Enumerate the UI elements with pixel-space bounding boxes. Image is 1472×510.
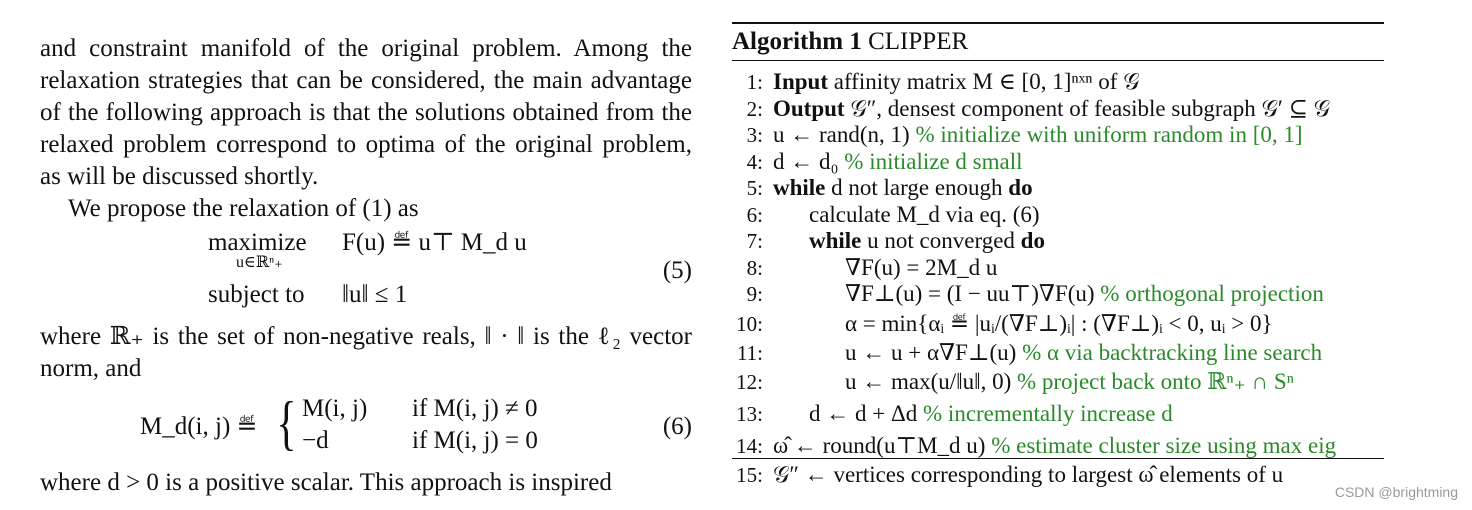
algorithm-line-body — [809, 202, 1040, 227]
algorithm-line-number: 11: — [736, 340, 763, 365]
algorithm-title — [732, 25, 1384, 59]
eq6-number: (6) — [662, 413, 692, 440]
algorithm-line-number: 10: — [736, 311, 763, 336]
algorithm-line — [732, 69, 1384, 96]
algorithm-keyword: while — [773, 175, 826, 200]
eq6-case-1-value: M(i, j) — [302, 395, 368, 422]
eq6-case-2-condition: if M(i, j) = 0 — [412, 427, 538, 454]
algorithm-statement: u ← u + α∇F⊥(u) — [845, 339, 1023, 365]
algorithm-line-number: 2: — [746, 96, 763, 121]
algorithm-line-number: 3: — [746, 123, 763, 147]
algorithm-line-body — [773, 175, 1033, 200]
algorithm-keyword: Output — [773, 95, 845, 121]
algorithm-line — [732, 175, 1384, 202]
algorithm-comment: % estimate cluster size using max eig — [991, 433, 1337, 458]
algorithm-keyword: Input — [773, 69, 828, 94]
paper-left-column — [40, 33, 692, 499]
algorithm-line-number: 4: — [746, 149, 763, 174]
algorithm-bottom-rule — [732, 458, 1384, 459]
paragraph-positive-scalar: where d > 0 is a positive scalar. This approach is inspired — [40, 469, 612, 496]
algorithm-line — [732, 398, 1384, 430]
algorithm-statement: ω̂ ← round(u⊤M_d u) — [773, 433, 992, 458]
algorithm-lines — [732, 61, 1384, 489]
algorithm-statement: d ← d₀ — [773, 148, 845, 174]
algorithm-box — [732, 22, 1384, 489]
algorithm-statement: calculate M_d via eq. (6) — [809, 201, 1040, 227]
equation-5 — [40, 225, 692, 321]
algorithm-label: Algorithm 1 — [732, 28, 862, 55]
paragraph-relaxation-intro: and constraint manifold of the original problem. Among the relaxation strategies that can be considered, the main advantage of the following approach is that the solutions obtained from the relaxed problem correspond to optima of the original problem, as will be discussed shortly. — [40, 35, 692, 190]
algorithm-line-body — [773, 462, 1283, 487]
algorithm-line — [732, 308, 1384, 340]
equation-6 — [40, 389, 692, 467]
algorithm-statement: u ← max(u/‖u‖, 0) — [845, 369, 1017, 394]
eq6-case-2-value: −d — [302, 427, 329, 454]
algorithm-line-body — [773, 122, 1303, 147]
eq5-constraint: ‖u‖ ≤ 1 — [342, 281, 408, 308]
algorithm-statement: ∇F⊥(u) = (I − uu⊤)∇F(u) — [845, 281, 1101, 306]
algorithm-statement: 𝒢″ ← vertices corresponding to largest ω̂ elements of u — [773, 462, 1284, 487]
algorithm-line-body — [809, 401, 1173, 426]
algorithm-line-body — [845, 369, 1294, 394]
eq5-subject-to: subject to — [208, 281, 305, 308]
algorithm-line-body — [845, 281, 1324, 306]
algorithm-statement: ∇F(u) = 2M_d u — [845, 254, 998, 280]
algorithm-line — [732, 366, 1384, 398]
algorithm-line-number: 5: — [746, 176, 763, 200]
algorithm-comment: % orthogonal projection — [1100, 281, 1324, 306]
paragraph-reals-definition: where ℝ₊ is the set of non-negative reals, ‖ · ‖ is the ℓ₂ vector norm, and — [40, 323, 692, 382]
algorithm-line-number: 15: — [736, 463, 763, 487]
algorithm-line-number: 7: — [746, 229, 763, 253]
algorithm-statement: affinity matrix M ∈ [0, 1]ⁿˣⁿ of 𝒢 — [827, 69, 1140, 94]
algorithm-comment: % initialize with uniform random in [0, 1] — [915, 122, 1303, 147]
algorithm-comment: % project back onto ℝⁿ₊ ∩ Sⁿ — [1016, 369, 1294, 394]
algorithm-line-body — [773, 433, 1336, 458]
algorithm-line — [732, 202, 1384, 229]
algorithm-name: CLIPPER — [868, 28, 969, 55]
algorithm-line — [732, 96, 1384, 123]
eq5-maximize-subscript: u∈ℝⁿ₊ — [236, 254, 283, 271]
algorithm-line-body — [845, 255, 997, 280]
algorithm-statement: d not large enough — [825, 175, 1009, 200]
algorithm-statement: α = min{αᵢ ≝ |uᵢ/(∇F⊥)ᵢ| : (∇F⊥)ᵢ < 0, uᵢ > 0} — [845, 310, 1273, 336]
eq5-objective: F(u) ≝ u⊤ M_d u — [342, 229, 527, 256]
algorithm-line-body — [773, 96, 1330, 121]
eq5-number: (5) — [662, 257, 692, 284]
algorithm-line — [732, 228, 1384, 255]
algorithm-line-number: 13: — [736, 402, 763, 426]
eq6-case-2 — [302, 425, 538, 457]
algorithm-line-body — [773, 149, 1023, 174]
algorithm-top-rule — [732, 22, 1384, 24]
algorithm-line-body — [845, 340, 1322, 365]
eq6-case-1-condition: if M(i, j) ≠ 0 — [412, 395, 538, 422]
algorithm-statement: d ← d + Δd — [809, 401, 924, 426]
eq5-maximize: maximize — [208, 229, 307, 256]
algorithm-line-body — [845, 311, 1273, 336]
algorithm-comment: % initialize d small — [844, 148, 1023, 174]
algorithm-line-number: 14: — [736, 434, 763, 458]
algorithm-line — [732, 255, 1384, 282]
algorithm-statement: u not converged — [861, 228, 1021, 253]
algorithm-line-number: 8: — [746, 255, 763, 280]
eq6-lhs: M_d(i, j) ≝ — [140, 413, 258, 440]
algorithm-line — [732, 281, 1384, 308]
algorithm-statement: 𝒢″, densest component of feasible subgraph 𝒢′ ⊆ 𝒢 — [844, 95, 1331, 121]
algorithm-statement: u ← rand(n, 1) — [773, 122, 916, 147]
algorithm-line-number: 12: — [736, 370, 763, 394]
algorithm-comment: % incrementally increase d — [923, 401, 1173, 426]
algorithm-line — [732, 340, 1384, 367]
algorithm-line-number: 9: — [746, 282, 763, 306]
algorithm-keyword: do — [1020, 228, 1045, 253]
watermark: CSDN @brightming — [1334, 484, 1458, 500]
algorithm-line — [732, 462, 1384, 489]
algorithm-line — [732, 149, 1384, 176]
algorithm-comment: % α via backtracking line search — [1022, 339, 1323, 365]
algorithm-keyword: do — [1008, 175, 1033, 200]
algorithm-line-body — [809, 228, 1045, 253]
algorithm-line-number: 1: — [746, 70, 763, 94]
paragraph-propose: We propose the relaxation of (1) as — [68, 195, 419, 222]
algorithm-line-number: 6: — [746, 202, 763, 227]
eq6-case-1 — [302, 393, 538, 425]
algorithm-line-body — [773, 69, 1140, 94]
algorithm-keyword: while — [809, 228, 862, 253]
algorithm-line — [732, 122, 1384, 149]
eq6-brace: { — [276, 390, 297, 456]
